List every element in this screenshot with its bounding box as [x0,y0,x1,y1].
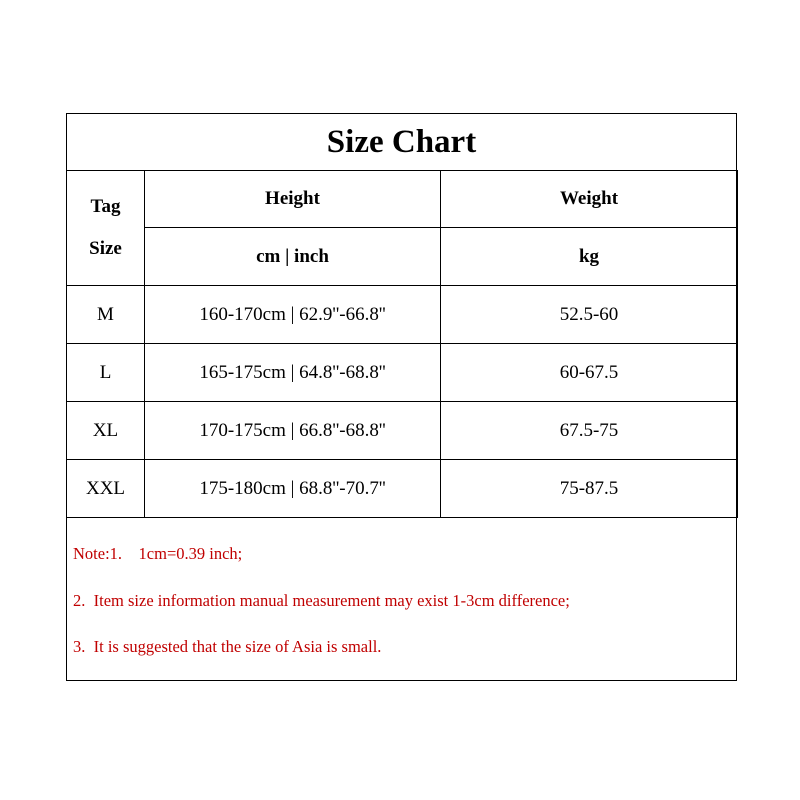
chart-title: Size Chart [67,114,736,171]
header-row [67,171,738,228]
size-table [66,170,738,518]
table-row [67,460,738,518]
tag-size-header [67,171,145,286]
weight-cell: 52.5-60 [441,286,738,344]
size-cell: XXL [67,460,145,518]
table-row [67,402,738,460]
weight-cell: 60-67.5 [441,344,738,402]
height-cell: 175-180cm | 68.8''-70.7'' [145,460,441,518]
weight-header: Weight [441,171,738,228]
height-unit: cm | inch [145,228,441,286]
note-2: 2. Item size information manual measurement may exist 1-3cm difference; [73,591,570,610]
unit-row [67,228,738,286]
note-3: 3. It is suggested that the size of Asia is small. [73,637,382,656]
size-cell: L [67,344,145,402]
note-1: Note:1. 1cm=0.39 inch; [73,544,243,563]
weight-cell: 75-87.5 [441,460,738,518]
table-row [67,344,738,402]
weight-cell: 67.5-75 [441,402,738,460]
weight-unit: kg [441,228,738,286]
size-cell: M [67,286,145,344]
size-label: Size [89,238,122,259]
height-cell: 160-170cm | 62.9''-66.8'' [145,286,441,344]
size-chart [66,113,737,681]
height-header: Height [145,171,441,228]
table-row [67,286,738,344]
tag-label: Tag [90,196,121,217]
height-cell: 170-175cm | 66.8''-68.8'' [145,402,441,460]
size-cell: XL [67,402,145,460]
height-cell: 165-175cm | 64.8''-68.8'' [145,344,441,402]
